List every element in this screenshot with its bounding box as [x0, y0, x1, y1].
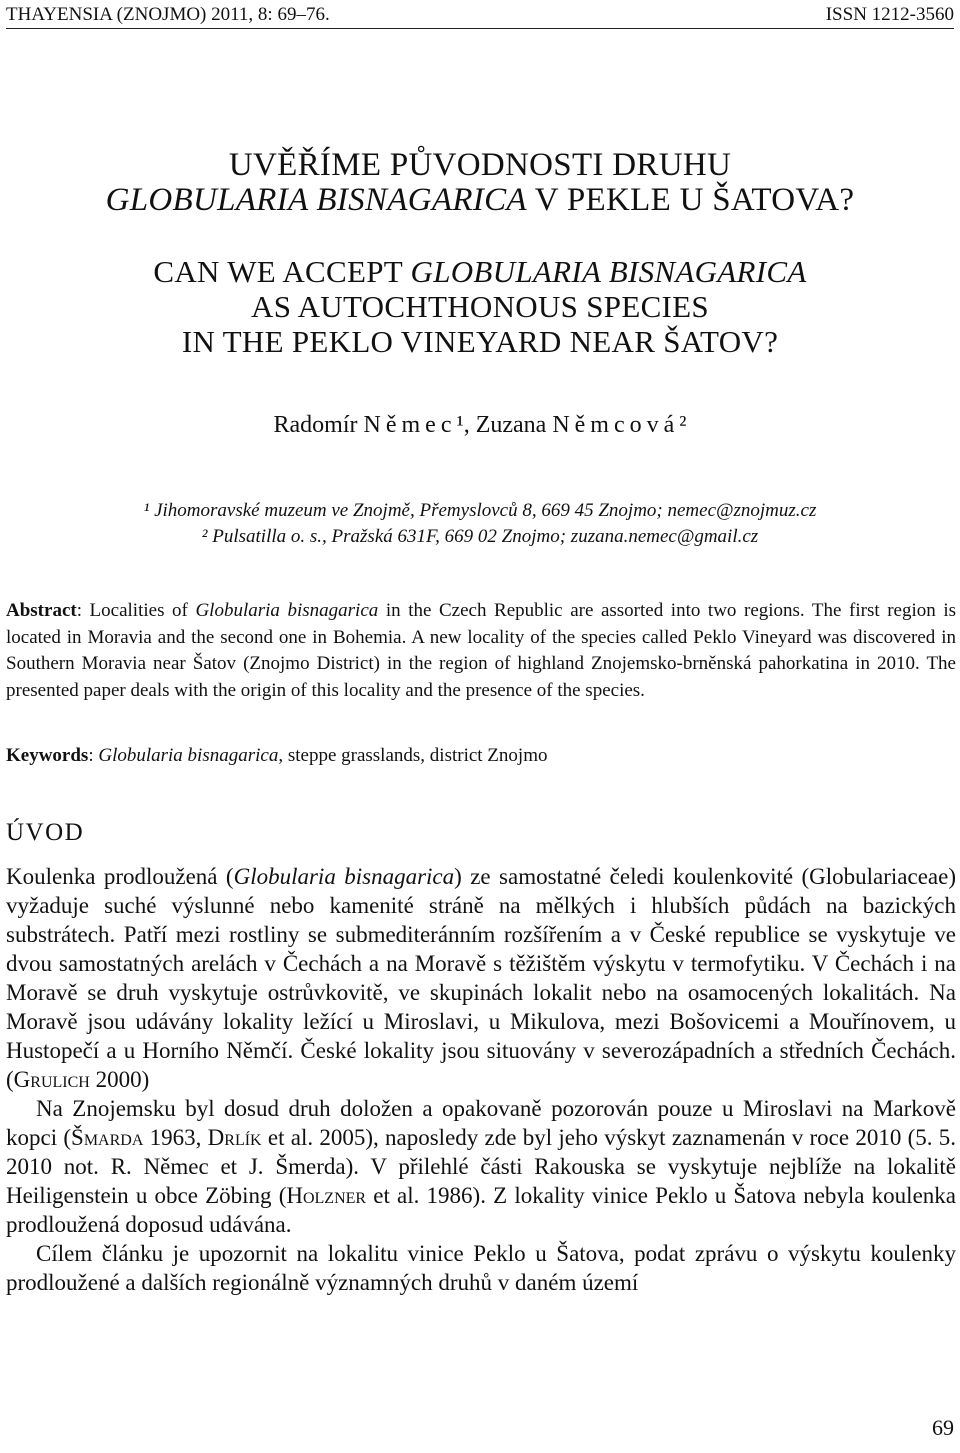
author2-sup: ² — [679, 412, 687, 438]
issn: ISSN 1212-3560 — [825, 4, 954, 25]
title-czech-rest: V PEKLE U ŠATOVA? — [526, 182, 855, 218]
keywords-rest: , steppe grasslands, district Znojmo — [278, 745, 548, 766]
author2-first: Zuzana — [475, 412, 547, 438]
keywords — [6, 743, 956, 769]
p1-species: Globularia bisnagarica — [233, 864, 455, 889]
keywords-separator: : — [88, 745, 99, 766]
keywords-species: Globularia bisnagarica — [98, 745, 279, 766]
paragraph-1 — [6, 862, 956, 1094]
paragraph-2 — [6, 1094, 956, 1239]
author1-last: Němec — [363, 412, 457, 438]
running-head — [6, 2, 954, 28]
affiliation-1: ¹ Jihomoravské muzeum ve Znojmě, Přemyslovců 8, 669 45 Znojmo; nemec@znojmuz.cz — [143, 500, 817, 521]
citation-holzner: Holzner — [286, 1183, 367, 1208]
title-czech-species: GLOBULARIA BISNAGARICA — [105, 182, 527, 218]
section-heading: ÚVOD — [6, 819, 85, 846]
citation-grulich: Grulich — [13, 1067, 90, 1092]
page-number: 69 — [932, 1415, 954, 1440]
author1-sup: ¹ — [456, 412, 464, 438]
abstract-label: Abstract — [6, 600, 77, 621]
keywords-label: Keywords — [6, 745, 89, 766]
p2-text-2: 1963, — [143, 1125, 208, 1150]
title-english — [0, 254, 960, 359]
p2-text-1: Na Znojemsku byl dosud druh doložen a opakovaně pozorován pouze u Miroslavi na Markově kopci ( — [6, 1096, 956, 1150]
p3-text-1: Cílem článku je upozornit na lokalitu vinice Peklo u Šatova, podat zprávu o výskytu koulenky prodloužené a dalších regionálně významných druhů v daném území — [6, 1241, 956, 1295]
abstract — [6, 598, 956, 704]
citation-drlik: Drlík — [207, 1125, 262, 1150]
p2-text-4: et al. 1986). Z lokality vinice Peklo u Šatova nebyla koulenka prodloužená doposud udávána. — [6, 1183, 956, 1237]
author-separator: , — [463, 412, 476, 438]
abstract-species: Globularia bisnagarica — [195, 600, 379, 621]
abstract-text-2: in the Czech Republic are assorted into two regions. The first region is located in Moravia and the second one in Bohemia. A new locality of the species called Peklo Vineyard was discovered in Southern Moravia near Šatov (Znojmo District) in the region of highland Znojemsko-brněnská pahorkatina in 2010. The presented paper deals with the origin of this locality and the presence of the species. — [6, 600, 956, 701]
author2-last: Němcová — [552, 412, 680, 438]
p1-text-1: Koulenka prodloužená ( — [6, 864, 234, 889]
citation-smarda: Šmarda — [71, 1125, 144, 1150]
abstract-text-1: : Localities of — [76, 600, 196, 621]
journal-citation: THAYENSIA (ZNOJMO) 2011, 8: 69–76. — [6, 4, 330, 25]
title-czech-line1: UVĚŘÍME PŮVODNOSTI DRUHU — [228, 147, 732, 183]
body-text — [6, 862, 956, 1297]
title-czech — [0, 148, 960, 218]
affiliation-2: ² Pulsatilla o. s., Pražská 631F, 669 02 Znojmo; zuzana.nemec@gmail.cz — [201, 526, 759, 547]
title-english-line2: AS AUTOCHTHONOUS SPECIES — [251, 289, 709, 324]
paragraph-3 — [6, 1239, 956, 1297]
header-rule — [6, 28, 954, 29]
title-english-species: GLOBULARIA BISNAGARICA — [410, 254, 807, 289]
authors — [0, 410, 960, 440]
title-english-pre: CAN WE ACCEPT — [153, 254, 411, 289]
p1-text-2: ) ze samostatné čeledi koulenkovité (Globulariaceae) vyžaduje suché výslunné nebo kamenité stráně na mělkých i hlubších půdách na bazických substrátech. Patří mezi rostliny se submediteránním rozšířením a v České republice se vyskytuje ve dvou samostatných arelách v Čechách a na Moravě s těžištěm výskytu v termofytiku. V Čechách i na Moravě se druh vyskytuje ostrůvkovitě, ve skupinách lokalit nebo na osamocených lokalitách. Na Moravě jsou udávány lokality ležící u Miroslavi, u Mikulova, mezi Bošovicemi a Mouřínovem, u Hustopečí a u Horního Němčí. České lokality jsou situovány v severozápadních a středních Čechách. ( — [6, 864, 956, 1092]
p1-text-3: 2000) — [89, 1067, 150, 1092]
p2-text-3: et al. 2005), naposledy zde byl jeho výskyt zaznamenán v roce 2010 (5. 5. 2010 not. R. Němec et J. Šmerda). V přilehlé části Rakouska se vyskytuje nejblíže na lokalitě Heiligenstein u obce Zöbing ( — [6, 1125, 957, 1208]
title-english-line3: IN THE PEKLO VINEYARD NEAR ŠATOV? — [181, 324, 779, 359]
author1-first: Radomír — [273, 412, 358, 438]
